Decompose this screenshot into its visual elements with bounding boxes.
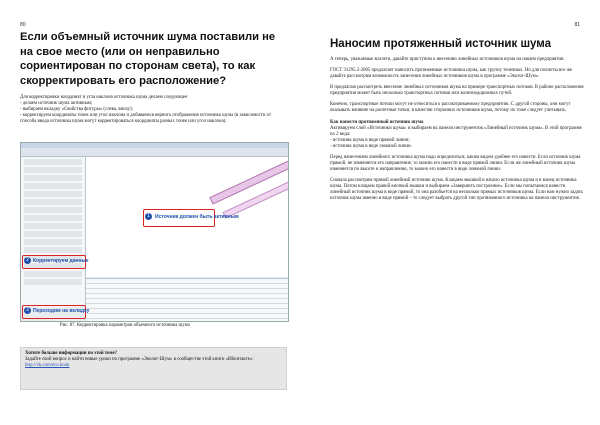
info-box-title: Хотите больше информации по этой теме?	[25, 351, 118, 356]
list-item: - выбираем вкладку «Свойства фигуры» (слева, внизу);	[20, 107, 133, 112]
paragraph: ГОСТ 31295.2-2005 предлагает наносить протяженные источники шума, как группу точечных. Но для полноты все же давайте рассмотрим возможность занесения линейных источников шума в программе «Эколог-Шум».	[330, 68, 573, 79]
figure-caption: Рис. 87. Корректировка параметров объемного источника шума	[60, 323, 190, 328]
info-box	[20, 347, 287, 390]
subheading: Как нанести протяженный источник шума	[330, 120, 424, 125]
step-number: 1	[145, 213, 152, 220]
community-link[interactable]: http://vk.com/eco.book	[25, 363, 70, 368]
right-page	[300, 0, 600, 425]
page-number: 80	[20, 22, 26, 28]
list-item: - источник шума в виде прямой линии;	[330, 138, 410, 143]
list-item: - источник шума в виде ломаной линии.	[330, 144, 412, 149]
properties-panel	[21, 157, 86, 307]
intro-text: Для корректировки координат и угла наклона источника шума делаем следующее:	[20, 95, 189, 100]
paragraph: Перед нанесением линейного источника шума надо определиться, каким видом удобнее его нанести. Если источник шума прямой, не изменяется его направление, то можно его нанести в виде прямой линии. Если же линейный источник шума изменяется по высоте и направлению, то можно его нанести в виде ломаной линии.	[330, 155, 581, 172]
list-item: - делаем источник шума активным;	[20, 101, 93, 106]
window-toolbar	[21, 148, 288, 157]
page-heading: Наносим протяженный источник шума	[330, 38, 552, 50]
callout-label: Источник должен быть активным	[155, 214, 239, 220]
program-screenshot	[20, 142, 289, 322]
data-grid	[86, 278, 288, 321]
paragraph: Активируем слой «Источники шума» и выбираем на панели инструментов «Линейный источник шума». В этой программе их 2 вида:	[330, 126, 582, 137]
callout-label: Корректируем данные	[33, 258, 89, 264]
page-heading: Если объемный источник шума поставили не на свое место (или он неправильно сориентирован по сторонам света), то как скорректировать его расположение?	[20, 31, 276, 87]
paragraph: А теперь, уважаемые коллеги, давайте приступим к внесению линейных источников шума на нашем предприятии.	[330, 57, 565, 62]
paragraph: Сначала рассмотрим прямой линейный источник шума. Клацаем мышкой в начало источника шума и в конец источника шума. Потом клацаем правой кнопкой мышки и выбираем «Завершить построение». Если мы попытаемся нанести линейный источник шума в виде прямой, то она разобьется на несколько прямых источников шума. Если нам нужно задать источник шума именно в виде прямой – то следует выбрать другой тип протяженного источника на панели инструментов.	[330, 178, 583, 201]
step-number: 2	[24, 257, 31, 264]
list-item: - корректируем координаты точек или угол наклона и добиваемся верного отображения источника шума (в зависимости от способа ввода источника шума могут корректироваться координаты разных точек или угол наклона).	[20, 113, 272, 124]
info-box-body: Задайте свой вопрос и найти новые уроки по программе «Эколог-Шум» в сообществе этой книги «ВКонтакте»:	[25, 357, 254, 362]
page-number: 81	[574, 22, 580, 28]
step-number: 3	[24, 307, 31, 314]
instructions	[20, 95, 285, 125]
callout-label: Переходим на вкладку	[33, 308, 90, 314]
paragraph: Конечно, транспортные потоки могут не относиться к рассматриваемому предприятию. С другой стороны, они могут оказывать влияние на расчетные точки, в качестве сторонних источников шума, потому их тоже следует учитывать.	[330, 102, 571, 113]
body-text	[330, 57, 585, 202]
paragraph: В предлагаю рассмотреть внесение линейных источников шума на примере транспортных потоков. В районе расположения предприятия может быть несколько транспортных потоков или железнодорожных путей.	[330, 85, 584, 96]
